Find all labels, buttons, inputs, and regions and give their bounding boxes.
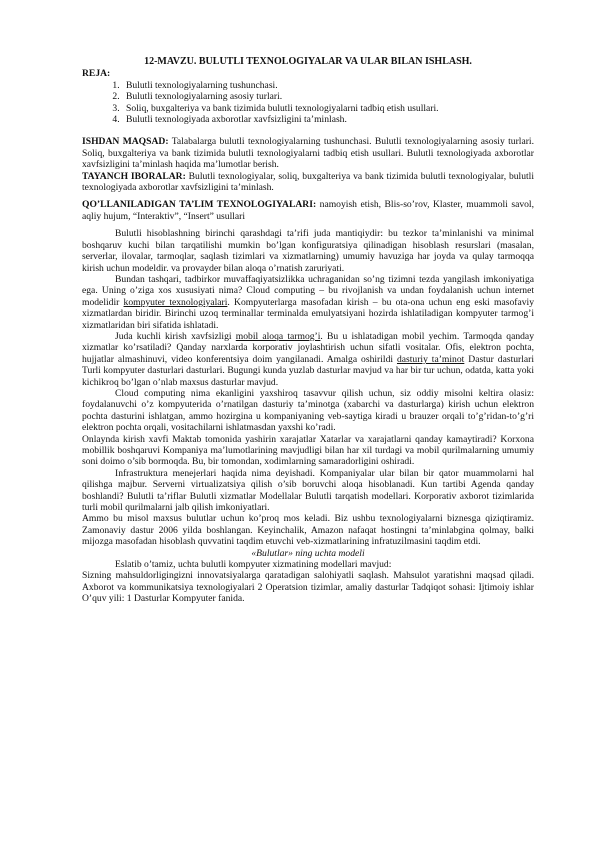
plan-item: 3. Soliq, buxgalteriya va bank tizimida bulutli texnologiyalarni tadbiq etish usullari.: [122, 103, 534, 114]
body-paragraph: Bulutli hisoblashning birinchi qarashdagi ta’rifi juda mantiqiydir: bu tezkor ta’minlanishi va minimal boshqaruv kuchi bilan tarqatilishi mumkin bo’lgan konfiguratsiya qilinadigan hisoblash resurslari (masalan, serverlar, ilovalar, tarmoqlar, saqlash tizimlari va xizmatlarning) umumiy havuziga har joyda va qulay tarmoqqa kirish uchun modeldir. va provayder bilan aloqa o’rnatish zaruriyati.: [82, 228, 534, 274]
keywords-text: Bulutli texnologiyalar, soliq, buxgalteriya va bank tizimida bulutli texnologiyalar, bulutli texnologiyada axborotlar xavfsizligini ta’minlash.: [82, 170, 534, 194]
goal-label: ISHDAN MAQSAD:: [82, 136, 169, 148]
body-paragraph: Ammo bu misol maxsus bulutlar uchun ko’proq mos keladi. Biz ushbu texnologiyalarni biznesga qiziqtiramiz. Zamonaviy dastur 2006 yilda boshlangan. Keyinchalik, Amazon nafaqat hostingni ta’minlabgina qolmay, balki mijozga masofadan hisoblash quvvatini taqdim etuvchi veb-xizmatlarining infratuzilmasini taqdim etdi.: [82, 513, 534, 548]
spacer: [82, 125, 534, 136]
link-mobile-network[interactable]: mobil aloqa tarmog’i: [235, 330, 321, 342]
paragraph-text: Dastur dasturlari Turli kompyuter dasturlari dasturlari. Bugungi kunda yuzlab dasturlar mavjud va har bir tur uchun, odatda, katta yoki kichikroq bo’lgan o’nlab maxsus dasturlar mavjud.: [82, 353, 535, 388]
plan-item: 2. Bulutli texnologiyalarning asosiy turlari.: [122, 91, 534, 102]
link-software[interactable]: dasturiy ta’minot: [396, 353, 465, 365]
plan-list: [82, 80, 534, 126]
keywords-label: TAYANCH IBORALAR:: [82, 170, 186, 182]
paragraph-text: . Kompyuterlarga masofadan kirish – bu ota-ona uchun eng eski masofaviy xizmatlardan biridir. Birinchi uzoq terminallar terminalda emulyatsiyani hozirda ishlatiladigan kompyuter tarmog’i xizmatlaridan biri sifatida ishlatadi.: [82, 296, 534, 331]
keywords-paragraph: [82, 171, 534, 194]
methods-label: QO’LLANILADIGAN TA’LIM TEXNOLOGIYALARI:: [82, 199, 317, 211]
figure-caption: «Bulutlar» ning uchta modeli: [251, 547, 365, 559]
plan-heading: REJA:: [82, 68, 111, 80]
body-paragraph: Sizning mahsuldorligingizni innovatsiyalarga qaratadigan salohiyatli saqlash. Mahsulot yaratishni maqsad qiladi. Axborot va kommunikatsiya texnologiyalari 2 Operatsion tizimlar, amaliy dasturlar Tadqiqot sohasi: Ijtimoiy ishlar O’quv yili: 1 Dasturlar Kompyuter fanida.: [82, 570, 534, 605]
body-paragraph: Cloud computing nima ekanligini yaxshiroq tasavvur qilish uchun, siz oddiy misolni keltira olasiz: foydalanuvchi o’z kompyuterida o’rnatilgan dasturiy ta’minotga (xabarchi va dasturlarga) kirish uchun elektron pochta dasturini ishlatgan, ammo hozirgina u kompaniyaning veb-saytiga kiradi u brauzer orqali to’g’ridan-to’g’ri elektron pochta orqali, vositachilarni ishlatmasdan yaxshi ko’radi.: [82, 387, 534, 434]
body-paragraph: [82, 331, 534, 388]
body-paragraph: Infrastruktura menejerlari haqida nima deyishadi. Kompaniyalar ular bilan bir qator muammolarni hal qilishga majbur. Serverni virtualizatsiya qilish o’sib boruvchi aloqa hisoblanadi. Kun tartibi Agenda qanday boshlandi? Bulutli ta’riflar Bulutli xizmatlar Modellalar Bulutli tarqatish modellari. Korporativ axborot tizimlarida turli mobil qurilmalarni jalb qilish imkoniyatlari.: [82, 467, 534, 514]
plan-item: 4. Bulutli texnologiyada axborotlar xavfsizligini ta’minlash.: [122, 114, 534, 125]
link-computer-technologies[interactable]: kompyuter texnologiyalari: [123, 296, 228, 308]
paragraph-text: Bundan tashqari, tadbirkor muvaffaqiyatsizlikka uchraganidan so’ng tizimni tezda yangilash imkoniyatiga ega. Uning o’ziga xos xususiyati nima? Cloud computing – bu rivojlanish va undan foydalanish uchun internet modelidir: [82, 273, 534, 308]
paragraph-text: Juda kuchli kirish xavfsizligi: [115, 330, 236, 342]
methods-paragraph: [82, 199, 534, 222]
document-page: [82, 56, 534, 605]
goal-text: Talabalarga bulutli texnologiyalarning tushunchasi. Bulutli texnologiyalarning asosiy turlari. Soliq, buxgalteriya va bank tizimida bulutli texnologiyalarni tadbiq etish usullari. Bulutli texnologiyada axborotlar xavfsizligini ta’minlash haqida ma’lumotlar berish.: [82, 136, 534, 171]
plan-item: 1. Bulutli texnologiyalarning tushunchasi.: [122, 80, 534, 91]
paragraph-text: . Bu u ishlatadigan mobil yechim. Tarmoqda qanday xizmatlar ko’rsatiladi? Qanday narxlarda korporativ joylashtirish uchun sifatli vositalar. Ofis, elektron pochta, hujjatlar almashinuvi, video konferentsiya doim yangilanadi. Amalga oshirildi: [82, 330, 534, 365]
goal-paragraph: [82, 136, 534, 170]
body-paragraph: Eslatib o’tamiz, uchta bulutli kompyuter xizmatining modellari mavjud:: [115, 559, 392, 571]
body-paragraph: Onlaynda kirish xavfi Maktab tomonida yashirin xarajatlar Xatarlar va xarajatlarni qanday kamaytiradi? Korxona mobillik boshqaruvi Kompaniya ma’lumotlarining mavjudligi bilan har xil turdagi va mobil qurilmalarning umumiy soni doimo o’sib bormoqda. Bu, bir tomondan, xodimlarning samaradorligini oshiradi.: [82, 433, 534, 468]
methods-text: namoyish etish, Blis-so’rov, Klaster, muammoli savol, aqliy hujum, “Interaktiv”, “Insert” usullari: [82, 199, 534, 222]
page-title: 12-MAVZU. BULUTLI TEXNOLOGIYALAR VA ULAR BILAN ISHLASH.: [144, 56, 472, 67]
body-paragraph: [82, 274, 534, 331]
